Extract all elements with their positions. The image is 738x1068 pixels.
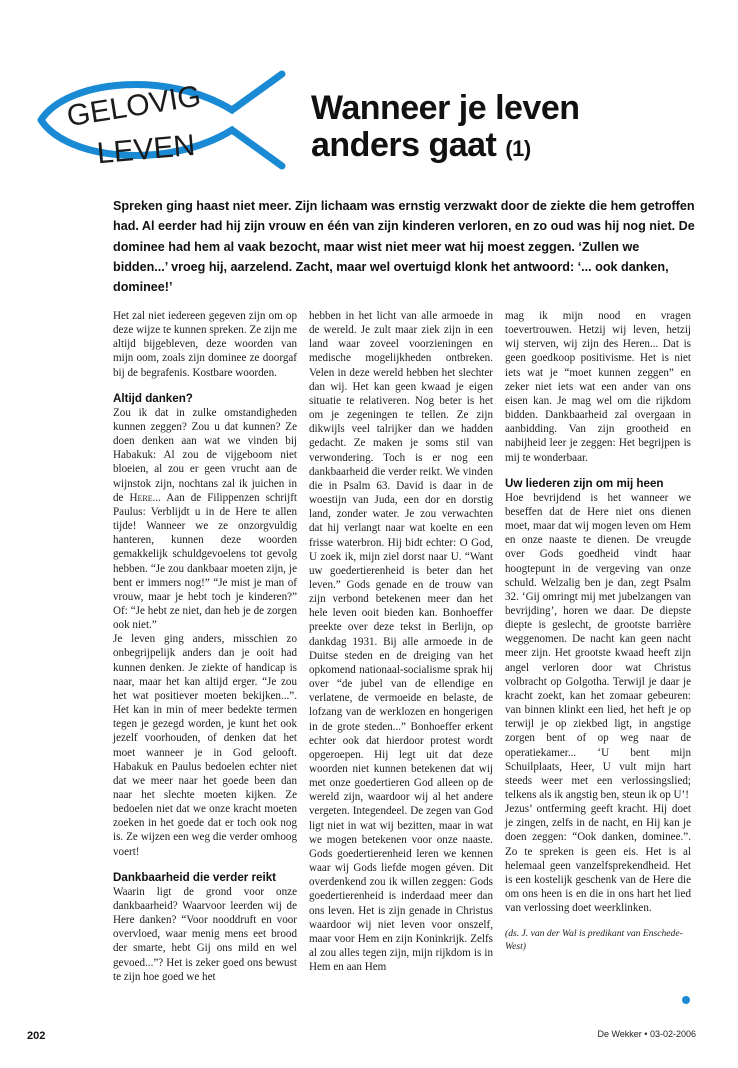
title-part-number: (1) [505,136,531,161]
title-line1: Wanneer je leven [311,89,580,127]
gelovig-leven-logo [27,66,295,174]
body-paragraph-1: Het zal niet iedereen gegeven zijn om op deze wijze te kunnen spreken. Ze zijn me altijd bijgebleven, deze woorden van mijn oom, zoals zijn dominee ze doorgaf bij de begrafenis. Kostbare woorden. [113,310,297,379]
column-1 [113,309,297,984]
body-paragraph-3: Je leven ging anders, misschien zo onbegrijpelijk anders dan je ooit had kunnen denken. Je ziekte of handicap is naar, maar het kan altijd erger. “Je zou het wat positiever moeten bekijken...”. Het kan in min of meer bedekte termen tegen je gezegd worden, je kunt het ook jezelf voorhouden, of denken dat het moet wanneer je in God gelooft. Habakuk en Paulus bedoelen echter niet dat we meer naar het goede been dan naar het slechte moeten kijken. Ze bedoelen niet dat we onze kracht moeten zoeken in het goede dat er toch ook nog is. Ze wijzen een weg die verder omhoog voert! [113,633,297,858]
title-line2 [311,127,691,167]
article-title [311,90,691,167]
column-2 [309,309,493,974]
body-paragraph-4: Waarin ligt de grond voor onze dankbaarheid? Waarvoor leerden wij de Here danken? “Voor nooddruft en voor overvloed, waar menig mens eet brood der smarte, hebt Gij ons mild en wel gevoed...”? Het is zeker goed ons bewust te zijn hoe goed we het [113,885,297,983]
body-paragraph-4-end: mag ik mijn nood en vragen toevertrouwen. Hetzij wij leven, hetzij wij sterven, wij zijn des Heren... Dat is geen goedkoop positivisme. Het is niet iets wat je “moet kunnen zeggen” en zeker niet iets wat een ander van ons eisen kan. Je mag wel om die rijkdom bidden. Dankbaarheid zal overgaan in aanbidding. Van zijn grootheid en nabijheid leer je zeggen: Het begrijpen is mij te wonderbaar. [505,310,691,464]
subheading-dankbaarheid: Dankbaarheid die verder reikt [113,870,277,884]
subheading-liederen: Uw liederen zijn om mij heen [505,476,664,490]
logo-line2: LEVEN [95,128,197,171]
footer-source: De Wekker • 03-02-2006 [597,1029,696,1039]
title-line2-text: anders gaat [311,126,497,164]
page-number: 202 [27,1030,46,1042]
author-credit: (ds. J. van der Wal is predikant van Enschede-West) [505,928,683,953]
body-paragraph-4-cont: hebben in het licht van alle armoede in de wereld. Je zult maar ziek zijn in een land waar zoveel voorzieningen en medische mogelijkheden ontbreken. Velen in deze wereld hebben het slechter dan wij. Het kan geen kwaad je eigen situatie te relativeren. Nog beter is het om je zegeningen te tellen. Ze zijn dikwijls veel talrijker dan we hadden gedacht. Ze maken je soms stil van verwondering. Toch is er nog een dankbaarheid die verder reikt. We vinden die in Psalm 63. David is daar in de woestijn van Juda, een dor en dorstig land, zonder water. Je zou verwachten dat hij verlangt naar wat koelte en een frisse waterbron. Hij bidt echter: O God, U zoek ik, mijn ziel dorst naar U. “Want uw goedertierenheid is beter dan het leven.” Gods genade en de trouw van zijn verbond betekenen meer dan het hele leven ooit bieden kan. Bonhoeffer preekte over deze tekst in Berlijn, op dankdag 1931. Bij alle armoede in de Duitse steden en de dreiging van het opkomend nationaal-socialisme sprak hij over “de jubel van de ellendige en verlatene, de vermoeide en belaste, de lofzang van de werklozen en hongerigen in de grote steden...” Bonhoeffer erkent echter ook dat hierdoor protest wordt opgeroepen. Hij legt uit dat deze woorden niet kunnen betekenen dat wij met onze goedertieren God alleen op de wereld zijn, waardoor wij al het andere vergeten. Integendeel. De zegen van God ligt niet in wat wij bezitten, maar in wat we mogen betekenen voor onze naaste. Gods goedertierenheid leren we kennen waar wij Gods liefde mogen géven. Dit overdenkend zou ik willen zeggen: Gods goedertierenheid is inderdaad meer dan ons leven. Het is zijn genade in Christus waardoor wij niet leven voor onszelf, maar voor Hem en zijn Koninkrijk. Zelfs al zou alles tegen zijn, mijn rijkdom is in Hem en aan Hem [309,310,493,974]
body-paragraph-5: Hoe bevrijdend is het wanneer we beseffen dat de Here niet ons dienen moet, maar dat wij mogen leven om Hem en onze naaste te dienen. De vreugde over Gods goedheid vindt haar hoogtepunt in de vergeving van onze schuld. Welzalig ben je dan, zegt Psalm 32. ‘Gij omringt mij met jubelzangen van bevrijding’, horen we daar. De diepste diepte is geslecht, de grootste barrière weggenomen. De nacht kan geen nacht meer zijn. Het grootste kwaad heeft zijn angel verloren door wat Christus volbracht op Golgotha. Terwijl je daar je kracht zoekt, kan het zomaar gebeuren: van binnen klinkt een lied, het heft je op terwijl je op ziekbed ligt, in angstige zorgen bent of op weg naar de operatiekamer... ‘U bent mijn Schuilplaats, Heer, U vult mijn hart steeds weer met een verlossingslied; telkens als ik angstig ben, steun ik op U’! [505,491,691,801]
lead-text: Spreken ging haast niet meer. Zijn lichaam was ernstig verzwakt door de ziekte die hem getroffen had. Al eerder had hij zijn vrouw en één van zijn kinderen verloren, en zo oud was hij nog niet. De dominee had hem al vaak bezocht, maar wist niet meer wat hij moest zeggen. ‘Zullen we bidden...’ vroeg hij, aarzelend. Zacht, maar wel overtuigd klonk het antwoord: ‘... ook danken, dominee!’ [113,199,695,295]
column-3 [505,309,691,953]
body-paragraph-6: Jezus’ ontferming geeft kracht. Hij doet je zingen, zelfs in de nacht, en Hij kan je doen zeggen: “Ook danken, dominee.”. Zo te spreken is geen eis. Het is al helemaal geen vanzelfsprekendheid. Het is een kostelijk geschenk van de Here die om ons heen is en die in ons hart het lied van verlossing doet weerklinken. [505,803,691,915]
lead-paragraph [113,196,696,297]
logo-line1: GELOVIG [64,79,204,134]
subheading-altijd-danken: Altijd danken? [113,391,193,405]
here-small-caps: Here [129,491,153,504]
body-paragraph-2: Zou ik dat in zulke omstandigheden kunnen zeggen? Zou u dat kunnen? Ze doen denken aan wat we vinden bij Habakuk: Al zou de vijgeboom niet bloeien, al zou er geen vrucht aan de wijnstok zijn, nochtans zal ik juichen in de Here... Aan de Filippenzen schrijft Paulus: Verblijdt u in de Here te allen tijde! Wanneer we ze onzorgvuldig hanteren, kunnen deze woorden gemakkelijk schuldgevoelens tot gevolg hebben. “Je zou dankbaar moeten zijn, je bent er immers nog!” “Je mist je man of vrouw, maar je hebt toch je kinderen?” Of: “Je hebt ze niet, dan heb je de zorgen ook niet.” [113,406,297,632]
end-mark-icon [682,996,690,1004]
